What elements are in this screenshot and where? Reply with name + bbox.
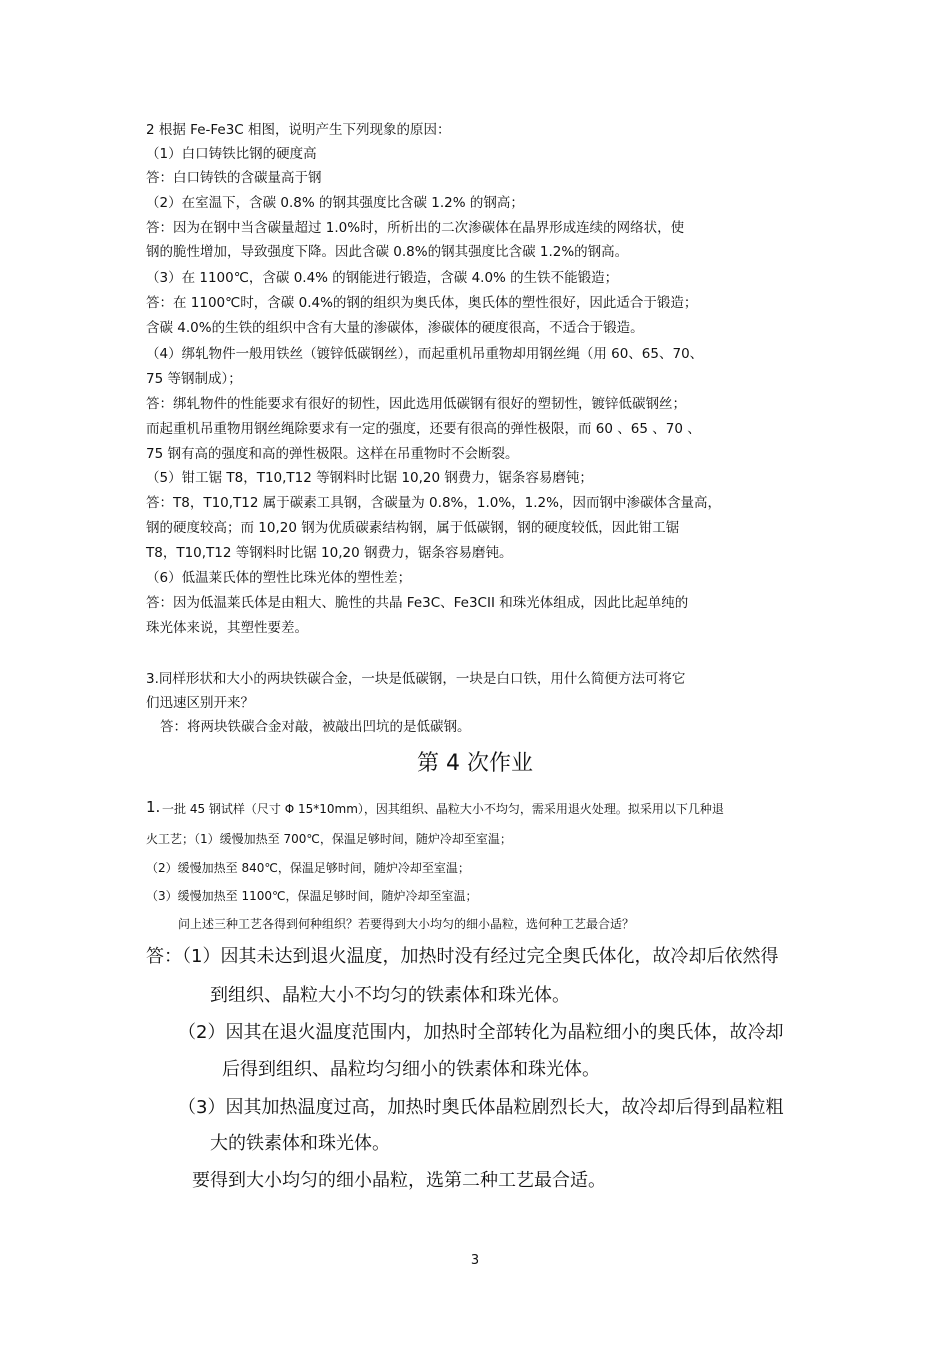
q2-item4-answer-line3: 75 钢有高的强度和高的弹性极限。这样在吊重物时不会断裂。 (146, 446, 519, 462)
q2-item2-question: （2）在室温下，含碳 0.8% 的钢其强度比含碳 1.2% 的钢高； (146, 195, 524, 211)
q2-item5-answer-line2: 钢的硬度较高；而 10,20 钢为优质碳素结构钢，属于低碳钢，钢的硬度较低，因此钳工锯 (146, 520, 680, 536)
q2-item3-question: （3）在 1100℃，含碳 0.4% 的钢能进行锻造，含碳 4.0% 的生铁不能锻造； (146, 270, 619, 286)
q2-item4-question-line1: （4）绑轧物件一般用铁丝（镀锌低碳钢丝），而起重机吊重物却用钢丝绳（用 60、65、70、 (146, 346, 704, 362)
q2-item5-question: （5）钳工锯 T8，T10,T12 等钢料时比锯 10,20 钢费力，锯条容易磨钝； (146, 470, 593, 486)
homework-4-title: 第 4 次作业 (417, 751, 533, 776)
q2-item4-question-line2: 75 等钢制成）； (146, 371, 242, 387)
hw4-answer-line4: 后得到组织、晶粒均匀细小的铁素体和珠光体。 (222, 1059, 600, 1080)
hw4-answer-line6: 大的铁素体和珠光体。 (210, 1133, 390, 1154)
q2-item6-answer-line2: 珠光体来说，其塑性要差。 (146, 620, 308, 636)
hw4-q1-number: 1. (146, 798, 161, 816)
q2-item4-answer-line2: 而起重机吊重物用钢丝绳除要求有一定的强度，还要有很高的弹性极限，而 60 、65 、70 、 (146, 421, 701, 437)
q2-item6-question: （6）低温莱氏体的塑性比珠光体的塑性差； (146, 570, 412, 586)
q2-item5-answer-line1: 答：T8，T10,T12 属于碳素工具钢，含碳量为 0.8%，1.0%，1.2%，因而钢中渗碳体含量高， (146, 495, 721, 511)
q3-question-line1: 3.同样形状和大小的两块铁碳合金，一块是低碳钢，一块是白口铁，用什么简便方法可将它 (146, 671, 686, 687)
q2-item3-answer-line2: 含碳 4.0%的生铁的组织中含有大量的渗碳体，渗碳体的硬度很高，不适合于锻造。 (146, 320, 644, 336)
q2-item3-answer-line1: 答：在 1100℃时，含碳 0.4%的钢的组织为奥氏体，奥氏体的塑性很好，因此适合于锻造； (146, 295, 698, 311)
q2-item6-answer-line1: 答：因为低温莱氏体是由粗大、脆性的共晶 Fe3C、Fe3CII 和珠光体组成，因此比起单纯的 (146, 595, 689, 611)
q2-item1-question: （1）白口铸铁比钢的硬度高 (146, 146, 317, 162)
hw4-answer-line5: （3）因其加热温度过高，加热时奥氏体晶粒剧烈长大，故冷却后得到晶粒粗 (178, 1097, 784, 1118)
q2-item2-answer-line2: 钢的脆性增加，导致强度下降。因此含碳 0.8%的钢其强度比含碳 1.2%的钢高。 (146, 244, 629, 260)
q2-item5-answer-line3: T8，T10,T12 等钢料时比锯 10,20 钢费力，锯条容易磨钝。 (146, 545, 513, 561)
hw4-q1-line4: （3）缓慢加热至 1100℃，保温足够时间，随炉冷却至室温； (146, 889, 478, 903)
q3-answer: 答：将两块铁碳合金对敲，被敲出凹坑的是低碳钢。 (160, 719, 471, 735)
q3-question-line2: 们迅速区别开来？ (146, 695, 254, 711)
hw4-q1-line1: 一批 45 钢试样（尺寸 Φ 15*10mm），因其组织、晶粒大小不均匀，需采用退火处理。拟采用以下几种退 (162, 802, 724, 816)
page-number: 3 (470, 1253, 480, 1268)
hw4-answer-line1: 答：（1）因其未达到退火温度，加热时没有经过完全奥氏体化，故冷却后依然得 (146, 946, 779, 967)
q2-intro: 2 根据 Fe-Fe3C 相图，说明产生下列现象的原因： (146, 122, 451, 138)
q2-item4-answer-line1: 答：绑轧物件的性能要求有很好的韧性，因此选用低碳钢有很好的塑韧性，镀锌低碳钢丝； (146, 396, 686, 412)
hw4-q1-line5: 问上述三种工艺各得到何种组织？若要得到大小均匀的细小晶粒，选何种工艺最合适？ (178, 917, 635, 931)
q2-item1-answer: 答：白口铸铁的含碳量高于钢 (146, 170, 322, 186)
hw4-q1-line2: 火工艺；（1）缓慢加热至 700℃，保温足够时间，随炉冷却至室温； (146, 832, 512, 846)
q2-item2-answer-line1: 答：因为在钢中当含碳量超过 1.0%时，所析出的二次渗碳体在晶界形成连续的网络状，使 (146, 220, 685, 236)
hw4-answer-line3: （2）因其在退火温度范围内，加热时全部转化为晶粒细小的奥氏体，故冷却 (178, 1022, 784, 1043)
hw4-answer-line2: 到组织、晶粒大小不均匀的铁素体和珠光体。 (210, 985, 570, 1006)
hw4-q1-line3: （2）缓慢加热至 840℃，保温足够时间，随炉冷却至室温； (146, 861, 470, 875)
hw4-answer-conclusion: 要得到大小均匀的细小晶粒，选第二种工艺最合适。 (192, 1170, 606, 1191)
